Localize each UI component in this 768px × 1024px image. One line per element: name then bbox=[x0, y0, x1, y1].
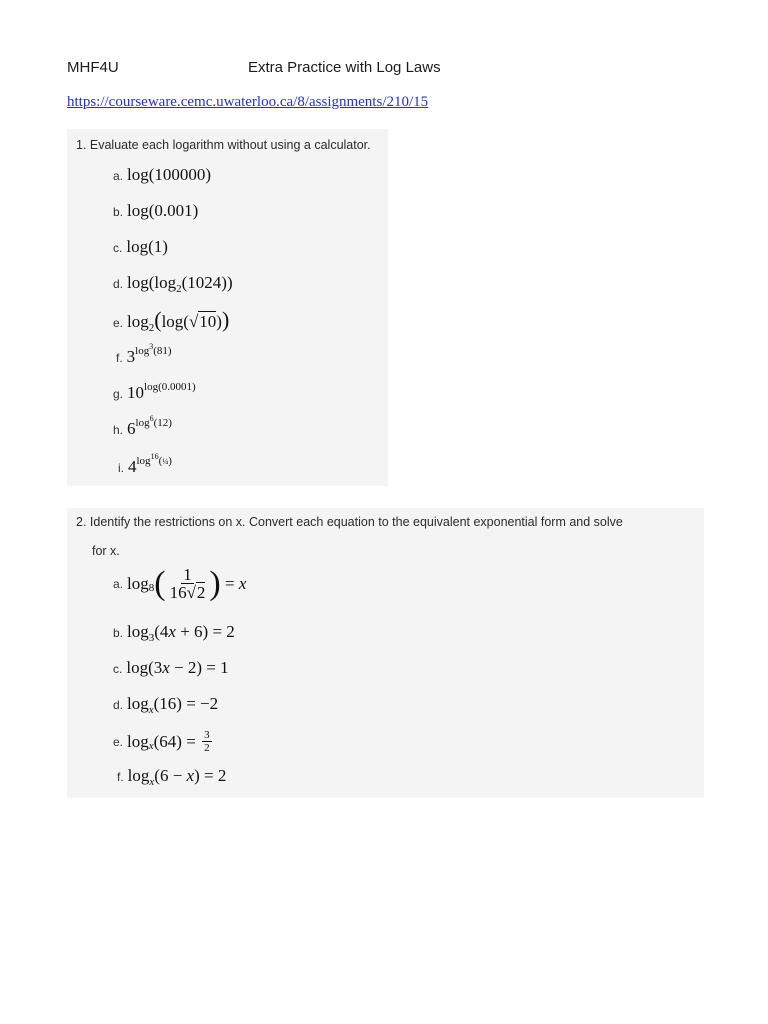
q1-item-h: h. $6^{log^6(12)}$ bbox=[113, 414, 172, 438]
question-1-panel bbox=[67, 129, 388, 486]
page-title: Extra Practice with Log Laws bbox=[248, 59, 441, 76]
q1-item-e: e. $\log_2(\log(√10))$ bbox=[113, 307, 230, 334]
question-2-prompt-line2: for x. bbox=[92, 544, 120, 558]
q1-item-b: b. log(0.001) bbox=[113, 201, 199, 220]
q2-item-b: b. $\log_3(4x + 6) = 2$ bbox=[113, 622, 235, 644]
q1-item-d: d. $\log(\log_2(1024))$ bbox=[113, 273, 233, 295]
question-2-prompt-line1: 2. Identify the restrictions on x. Convert each equation to the equivalent exponential form and solve bbox=[76, 515, 623, 529]
courseware-link[interactable]: https://courseware.cemc.uwaterloo.ca/8/assignments/210/15 bbox=[67, 94, 429, 110]
q1-item-c: c. log(1) bbox=[113, 237, 168, 256]
q2-item-f: f. $\log_x(6 - x) = 2$ bbox=[117, 766, 227, 788]
q2-item-c: c. log(3x − 2) = 1 bbox=[113, 658, 229, 677]
q2-item-a: a. log 8 ( $\frac{1}{16√2}$ ) = x bbox=[113, 565, 247, 603]
question-2-panel bbox=[67, 508, 704, 798]
q2-item-d: d. $\log_x(16) = -2$ bbox=[113, 694, 219, 716]
q1-item-g: g. $10^{log(0.0001)}$ bbox=[113, 381, 196, 402]
q2-item-e: e. log x (64) = $\frac{3}{2}$ bbox=[113, 729, 210, 754]
q1-item-i: i. $4^{log^{16}(\frac{1}{4})}$ bbox=[118, 452, 172, 476]
course-code: MHF4U bbox=[67, 59, 119, 76]
question-1-prompt: 1. Evaluate each logarithm without using a calculator. bbox=[76, 138, 371, 152]
q1-item-f: f. $3^{log^3(81)}$ bbox=[116, 342, 172, 366]
q1-item-a: a. log(100000) bbox=[113, 165, 212, 184]
